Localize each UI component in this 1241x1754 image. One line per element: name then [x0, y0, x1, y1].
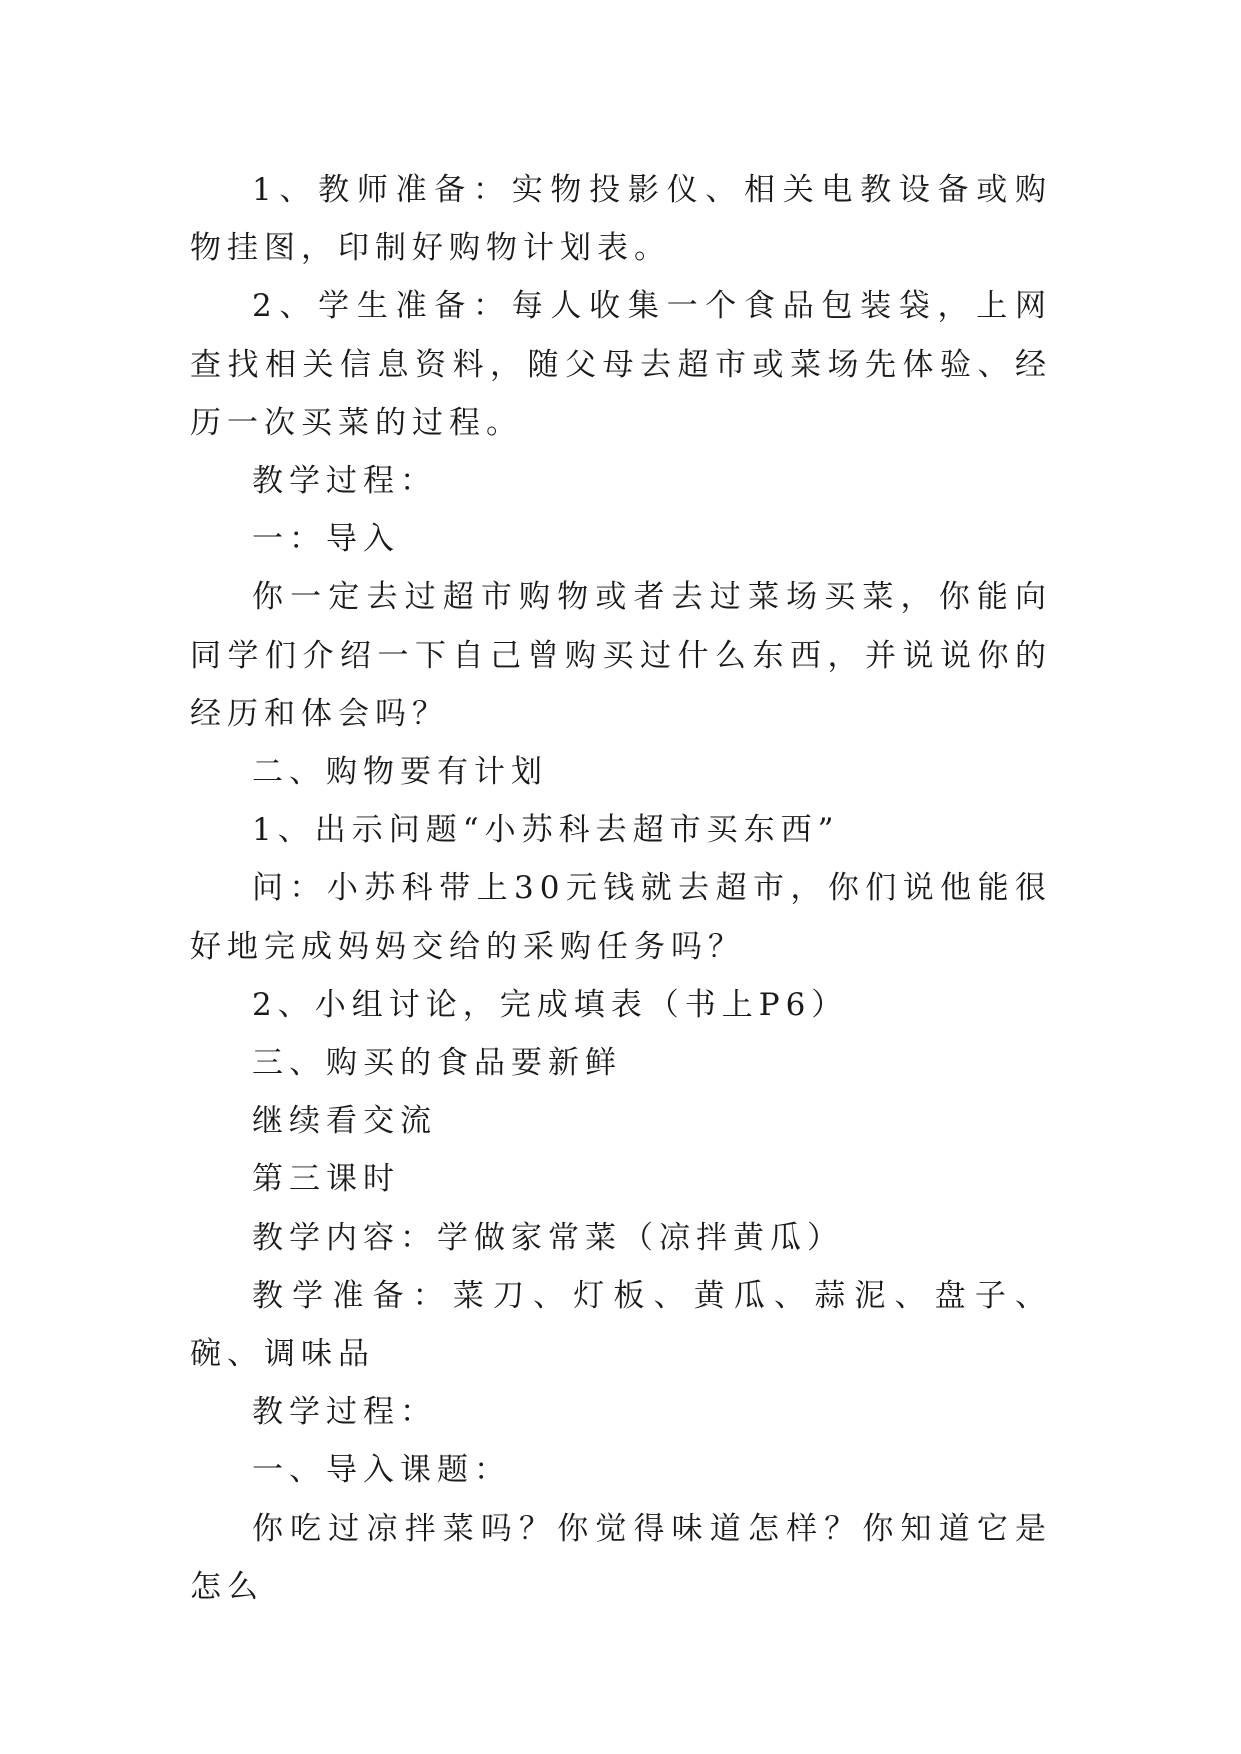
paragraph-question: 问：小苏科带上30元钱就去超市，你们说他能很好地完成妈妈交给的采购任务吗？: [190, 870, 1052, 965]
heading-shopping-plan: 二、购物要有计划: [252, 754, 548, 791]
paragraph-continue: 继续看交流: [252, 1103, 437, 1140]
heading-third-lesson: 第三课时: [252, 1161, 400, 1198]
paragraph-teaching-content: 教学内容：学做家常菜（凉拌黄瓜）: [252, 1219, 844, 1256]
heading-introduction: 一：导入: [252, 521, 400, 558]
paragraph-student-prep: 2、学生准备：每人收集一个食品包装袋，上网查找相关信息资料，随父母去超市或菜场先体验、经历一次买菜的过程。: [190, 288, 1052, 441]
heading-teaching-process-2: 教学过程：: [252, 1394, 437, 1431]
paragraph-teacher-prep: 1、教师准备：实物投影仪、相关电教设备或购物挂图，印制好购物计划表。: [190, 172, 1052, 267]
paragraph-introduction: 你一定去过超市购物或者去过菜场买菜，你能向同学们介绍一下自己曾购买过什么东西，并说说你的经历和体会吗？: [190, 579, 1052, 732]
paragraph-teaching-prep: 教学准备：菜刀、灯板、黄瓜、蒜泥、盘子、碗、调味品: [190, 1277, 1052, 1373]
paragraph-group-discussion: 2、小组讨论，完成填表（书上P6）: [252, 986, 849, 1023]
document-body: [190, 161, 1052, 1616]
paragraph-cold-dish-question: 你吃过凉拌菜吗？你觉得味道怎样？你知道它是怎么: [190, 1510, 1052, 1605]
heading-lesson-intro: 一、导入课题：: [252, 1452, 511, 1489]
heading-fresh-food: 三、购买的食品要新鲜: [252, 1045, 622, 1082]
heading-teaching-process: 教学过程：: [252, 463, 437, 500]
paragraph-problem: 1、出示问题“小苏科去超市买东西”: [252, 812, 840, 849]
